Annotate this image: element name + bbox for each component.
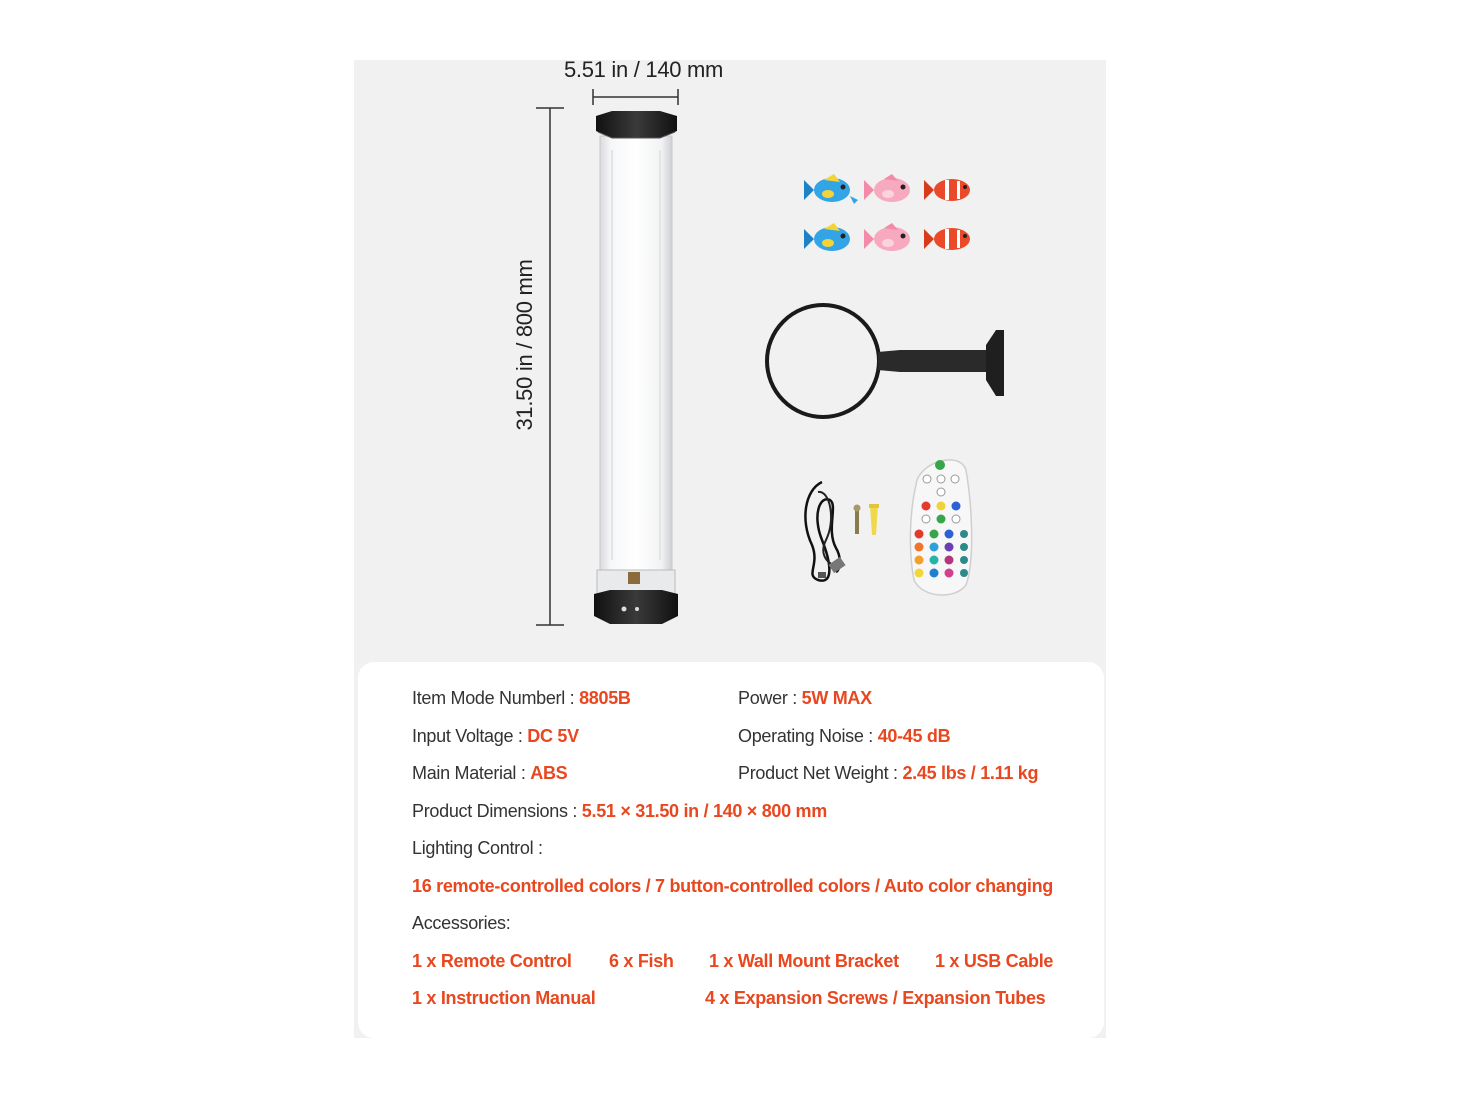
height-dimension-line — [536, 108, 564, 625]
accessory-item: 6 x Fish — [609, 951, 674, 971]
spec-lighting-label: Lighting Control : — [412, 838, 543, 858]
accessory-item: 4 x Expansion Screws / Expansion Tubes — [705, 988, 1046, 1008]
clownfish-icon — [924, 228, 970, 250]
spec-weight — [738, 763, 1038, 784]
spec-model-value: 8805B — [579, 688, 631, 708]
spec-lighting-value: 16 remote-controlled colors / 7 button-controlled colors / Auto color changing — [412, 876, 1053, 896]
spec-lighting-value-row — [412, 876, 1053, 897]
spec-voltage-label: Input Voltage : — [412, 726, 528, 746]
clownfish-icon — [924, 179, 970, 201]
expansion-screws-icon — [854, 504, 880, 535]
spec-noise — [738, 726, 950, 747]
usb-cable-icon — [805, 482, 845, 581]
blue-fish-icon — [804, 223, 850, 251]
spec-lighting — [412, 838, 543, 859]
pink-fish-icon — [864, 174, 910, 202]
spec-accessories — [412, 913, 510, 934]
wall-mount-bracket — [767, 305, 1004, 417]
spec-model — [412, 688, 631, 709]
accessory-item: 1 x USB Cable — [935, 951, 1054, 971]
width-dimension-label: 5.51 in / 140 mm — [564, 57, 724, 82]
fish-set — [804, 174, 970, 251]
spec-voltage — [412, 726, 579, 747]
spec-material-label: Main Material : — [412, 763, 531, 783]
width-dimension-line — [593, 89, 678, 105]
spec-material-value: ABS — [530, 763, 568, 783]
blue-fish-icon — [804, 174, 858, 204]
accessory-item: 1 x Instruction Manual — [412, 988, 596, 1008]
fish-lamp-tube — [594, 111, 678, 624]
spec-dimensions-value: 5.51 × 31.50 in / 140 × 800 mm — [581, 801, 827, 821]
spec-model-label: Item Mode Numberl : — [412, 688, 580, 708]
remote-control-icon — [910, 460, 971, 595]
spec-power-label: Power : — [738, 688, 802, 708]
spec-accessories-label: Accessories: — [412, 913, 511, 933]
spec-noise-label: Operating Noise : — [738, 726, 878, 746]
pink-fish-icon — [864, 223, 910, 251]
spec-weight-label: Product Net Weight : — [738, 763, 903, 783]
spec-noise-value: 40-45 dB — [877, 726, 951, 746]
spec-dimensions — [412, 801, 827, 822]
accessory-item: 1 x Remote Control — [412, 951, 572, 971]
accessory-item: 1 x Wall Mount Bracket — [709, 951, 899, 971]
spec-voltage-value: DC 5V — [527, 726, 579, 746]
spec-material — [412, 763, 567, 784]
spec-power — [738, 688, 872, 709]
spec-power-value: 5W MAX — [801, 688, 872, 708]
spec-weight-value: 2.45 lbs / 1.11 kg — [902, 763, 1039, 783]
height-dimension-label: 31.50 in / 800 mm — [512, 259, 537, 431]
spec-dimensions-label: Product Dimensions : — [412, 801, 582, 821]
